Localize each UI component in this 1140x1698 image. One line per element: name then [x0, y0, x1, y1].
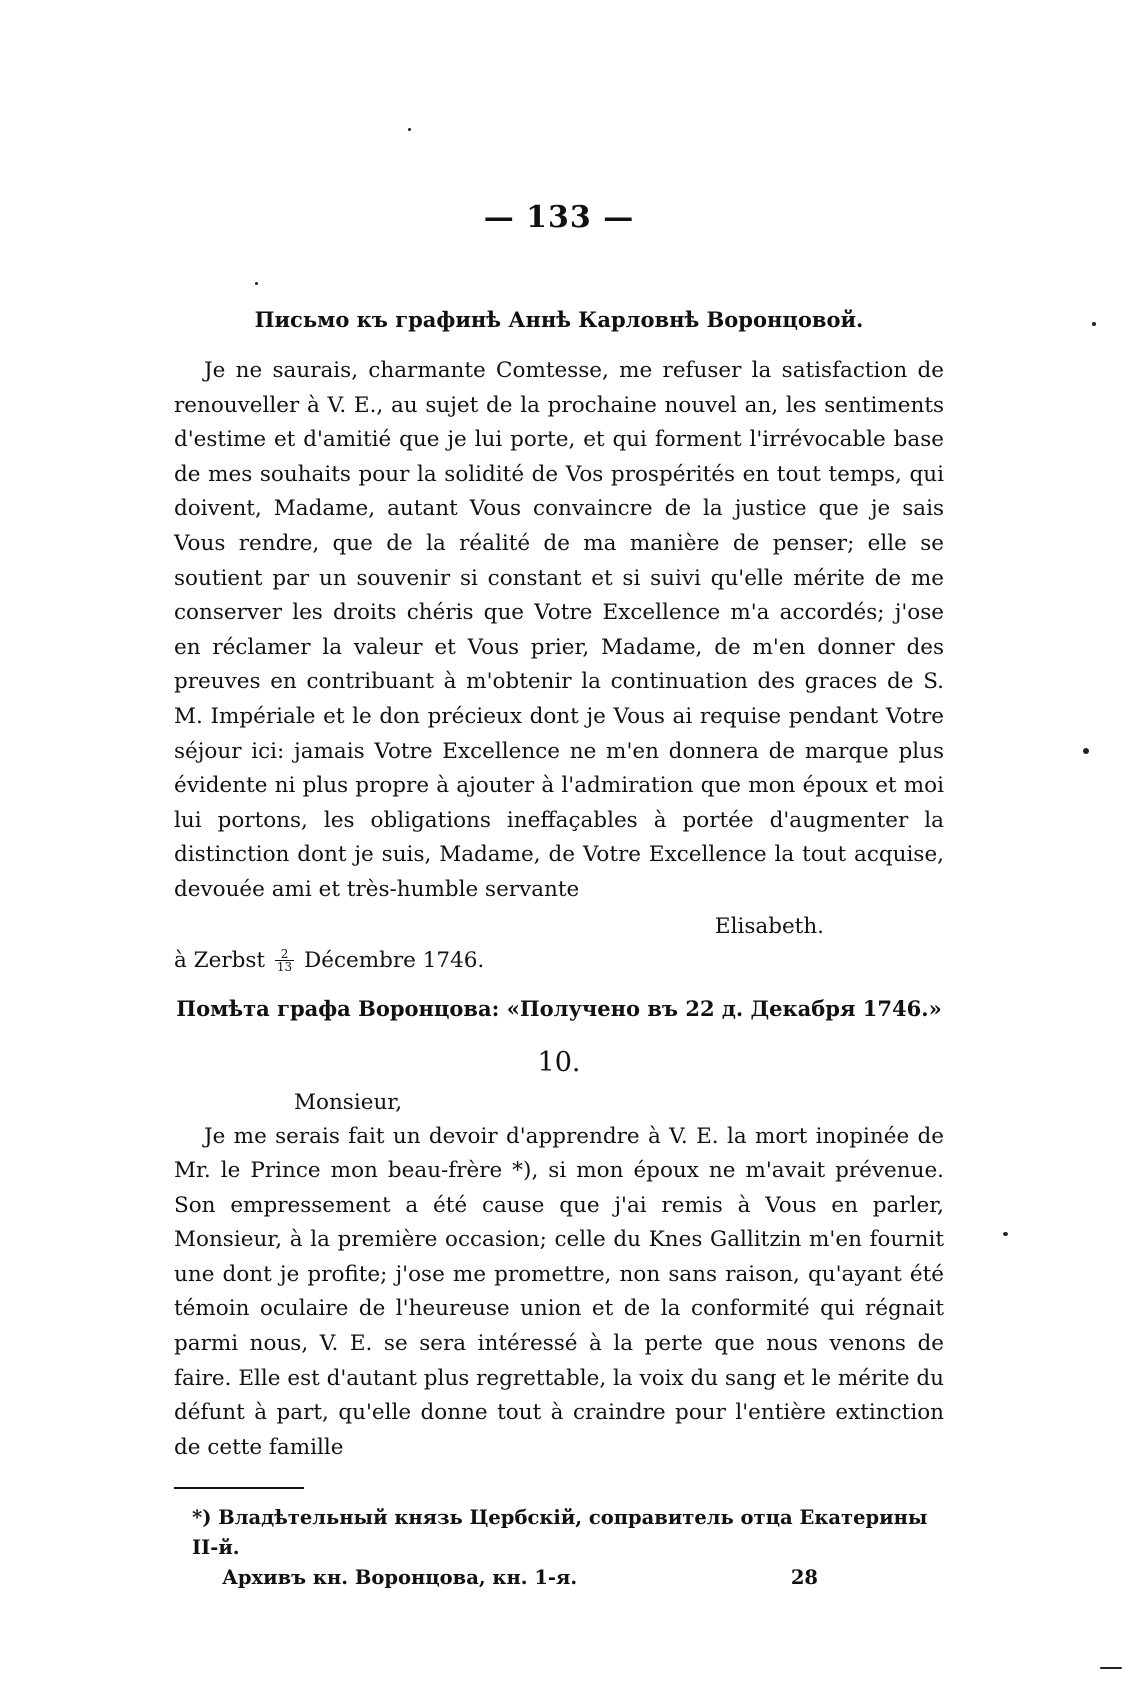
date-month-year: Décembre 1746.	[304, 947, 485, 973]
footnote: *) Владѣтельный князь Цербскій, соправитель отца Екатерины II-й.	[192, 1506, 928, 1560]
letter-2-salutation: Monsieur,	[294, 1089, 403, 1115]
letter-2-body: Je me serais fait un devoir d'apprendre à V. E. la mort inopinée de Mr. le Prince mon beau-frère *), si mon époux ne m'avait prévenue. Son empressement a été cause que j'ai remis à Vous en parler, Monsieur, à la première occasion; celle du Knes Gallitzin m'en fournit une dont je profite; j'ose me promettre, non sans raison, qu'ayant été témoin oculaire de l'heureuse union et de la conformité qui régnait parmi nous, V. E. se sera intéressé à la perte que nous venons de faire. Elle est d'autant plus regrettable, la voix du sang et le mérite du défunt à part, qu'elle donne tout à craindre pour l'entière extinction de cette famille	[174, 1123, 944, 1460]
letter-number: 10.	[537, 1046, 581, 1078]
page-number: — 133 —	[483, 200, 635, 235]
letter-heading: Письмо къ графинѣ Аннѣ Карловнѣ Воронцовой.	[254, 307, 864, 332]
date-fraction	[275, 948, 294, 973]
book-page	[174, 200, 944, 1593]
scan-speck	[408, 128, 411, 131]
letter-1-body: Je ne saurais, charmante Comtesse, me refuser la satisfaction de renouveller à V. E., au sujet de la prochaine nouvel an, les sentiments d'estime et d'amitié que je lui porte, et qui forment l'irrévocable base de mes souhaits pour la solidité de Vos prospérités en tout temps, qui doivent, Madame, autant Vous convaincre de la justice que je sais Vous rendre, que de la réalité de ma manière de penser; elle se soutient par un souvenir si constant et si suivi qu'elle mérite de me conserver les droits chéris que Votre Excellence m'a accordés; j'ose en réclamer la valeur et Vous prier, Madame, de m'en donner des preuves en contribuant à m'obtenir la continuation des graces de S. M. Impériale et le don précieux dont je Vous ai requise pendant Votre séjour ici: jamais Votre Excellence ne m'en donnera de marque plus évidente ni plus propre à ajouter à l'admiration que mon époux et moi lui portons, les obligations ineffaçables à portée d'augmenter la distinction dont je suis, Madame, de Votre Excellence la tout acquise, devouée ami et très-humble servante	[174, 358, 944, 902]
date-fraction-numerator: 2	[275, 948, 294, 961]
scan-speck	[255, 282, 258, 285]
date-fraction-denominator: 13	[276, 960, 293, 974]
letter-1-date	[174, 944, 944, 978]
letter-1-signature: Elisabeth.	[714, 913, 824, 939]
date-place: à Zerbst	[174, 947, 266, 973]
archive-reference: Архивъ кн. Воронцова, кн. 1-я.	[222, 1566, 578, 1590]
scan-speck	[1083, 748, 1089, 754]
footnote-divider	[174, 1487, 304, 1489]
scan-speck	[1003, 1232, 1008, 1236]
scan-speck	[1100, 1667, 1122, 1669]
vorontsov-note: Помѣта графа Воронцова: «Получено въ 22 д. Декабря 1746.»	[176, 995, 942, 1021]
page-footer	[222, 1563, 944, 1593]
printer-signature-mark: 28	[790, 1566, 818, 1590]
scan-speck	[1092, 322, 1096, 326]
